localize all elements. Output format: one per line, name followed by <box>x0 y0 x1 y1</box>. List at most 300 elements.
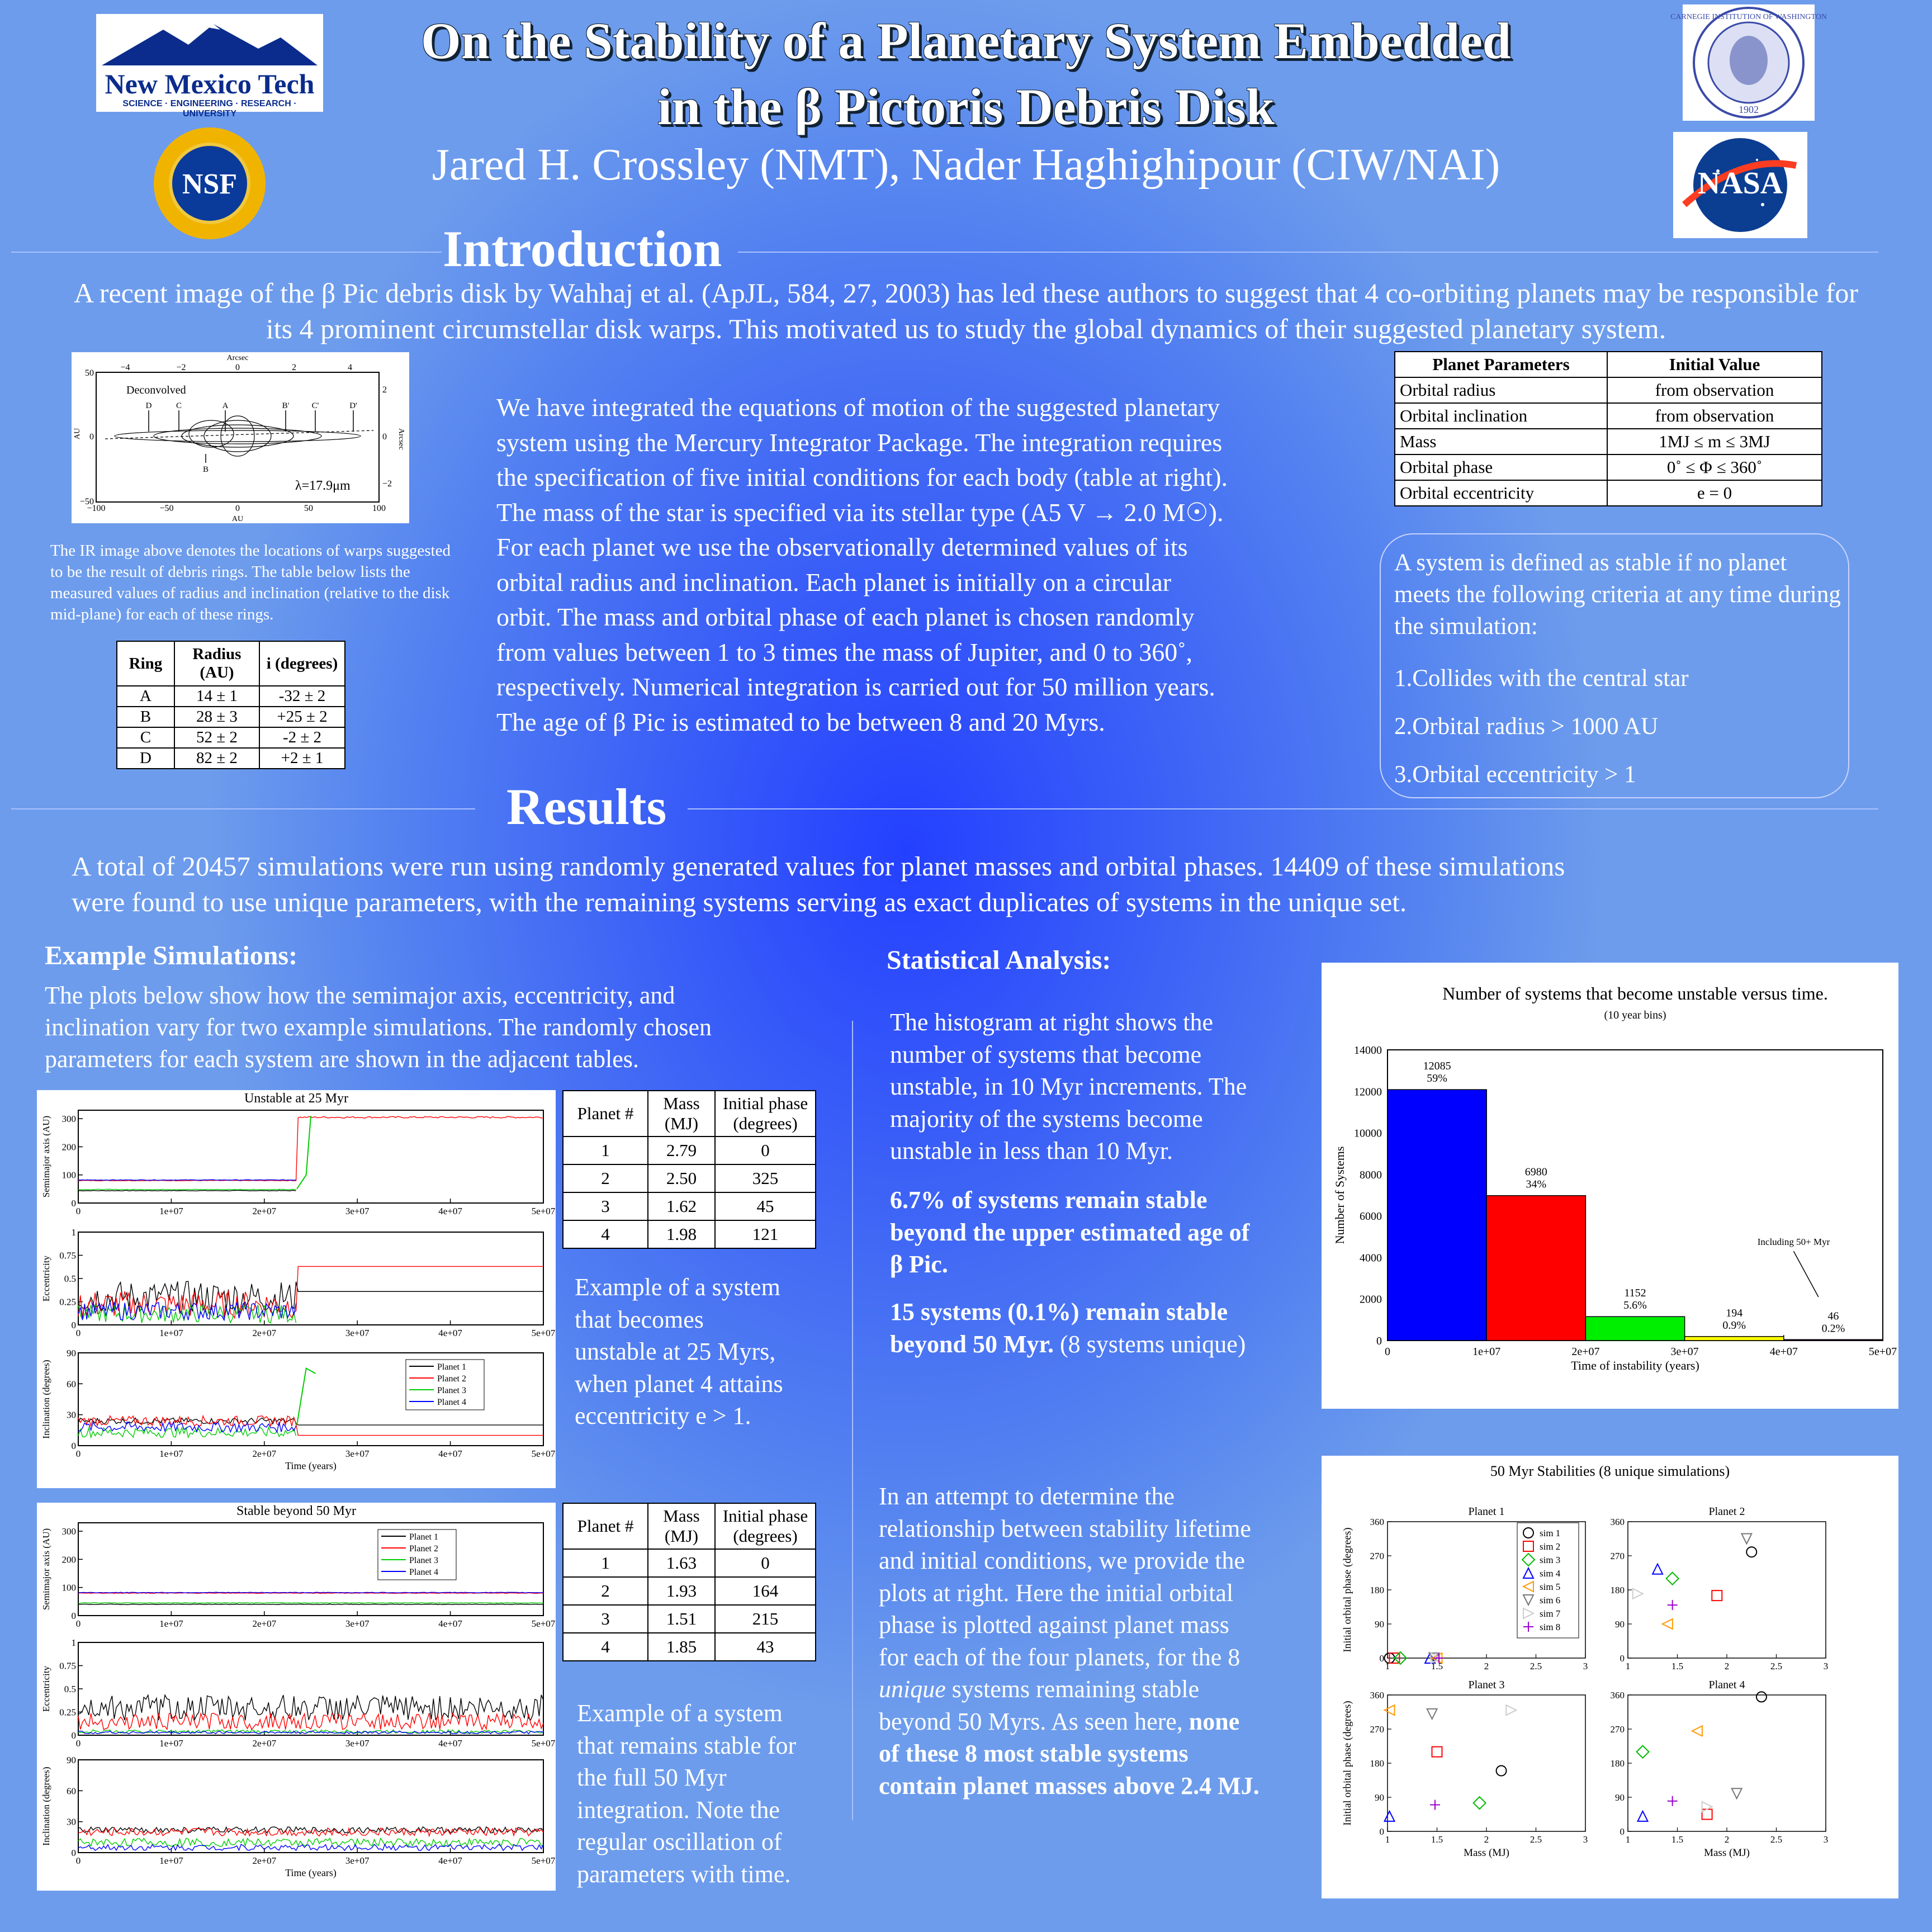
stat-unique-note: (8 systems unique) <box>1059 1330 1246 1358</box>
x-tick-label: 1e+07 <box>159 1855 183 1866</box>
series-line <box>78 1189 296 1190</box>
text-line: The histogram at right shows the <box>890 1008 1214 1036</box>
x-tick-label: 5e+07 <box>531 1328 556 1338</box>
table-cell: 45 <box>715 1192 816 1220</box>
results-heading: Results <box>506 778 667 835</box>
table-row <box>1395 403 1822 429</box>
x-axis-label: Time (years) <box>285 1867 337 1878</box>
y-axis-label: Number of Systems <box>1333 1146 1347 1244</box>
plot-frame <box>78 1642 543 1735</box>
table-cell: 82 ± 2 <box>174 748 259 769</box>
y-tick-label: 0.25 <box>59 1296 76 1308</box>
histogram-bar <box>1685 1337 1784 1341</box>
table-cell: 1.62 <box>648 1192 715 1220</box>
x-tick-label: 5e+07 <box>531 1206 556 1216</box>
table-row <box>563 1549 816 1577</box>
table-cell: Orbital radius <box>1395 377 1607 403</box>
table-cell: 2 <box>563 1577 648 1605</box>
table-cell: 3 <box>563 1605 648 1633</box>
x-tick-label: 0 <box>75 1448 81 1459</box>
legend-label: Planet 4 <box>437 1398 466 1407</box>
y-tick-label: 2000 <box>1360 1293 1382 1306</box>
table-cell: e = 0 <box>1607 480 1822 506</box>
ir-right-tick: 2 <box>382 385 387 395</box>
table-cell: D <box>117 748 174 769</box>
y-tick-label: 360 <box>1370 1690 1384 1701</box>
ir-x-tick: −100 <box>87 504 106 513</box>
table-header: Mass (MJ) <box>648 1091 715 1137</box>
ir-x-tick: 50 <box>304 504 313 513</box>
table-cell: +25 ± 2 <box>259 707 345 727</box>
y-axis-label: Initial orbital phase (degrees) <box>1342 1701 1353 1826</box>
ir-lambda-label: λ=17.9μm <box>295 479 351 493</box>
x-tick-label: 1.5 <box>1431 1834 1443 1845</box>
y-tick-label: 0 <box>1379 1826 1384 1837</box>
table-row <box>563 1605 816 1633</box>
plot-frame <box>78 1110 543 1203</box>
ir-warp-label: D <box>145 401 152 410</box>
text-line: inclination vary for two example simulations. The randomly chosen <box>45 1014 712 1041</box>
text-line: eccentricity e > 1. <box>575 1402 751 1429</box>
x-tick-label: 3e+07 <box>345 1206 370 1216</box>
table-cell: 2 <box>563 1164 648 1192</box>
y-tick-label: 60 <box>67 1786 76 1797</box>
table-cell: 1.98 <box>648 1220 715 1248</box>
stat-bold-2 <box>890 1296 1246 1360</box>
x-tick-label: 2.5 <box>1770 1834 1783 1845</box>
text-line: For each planet we use the observationally determined values of its <box>496 533 1188 561</box>
series-line <box>78 1190 296 1191</box>
poster-title <box>0 8 1932 140</box>
y-tick-label: 270 <box>1610 1724 1625 1735</box>
table-cell: 52 ± 2 <box>174 727 259 748</box>
x-tick-label: 3e+07 <box>345 1738 370 1749</box>
text-line: beyond 50 Myr. <box>890 1330 1054 1358</box>
unstable-params-table <box>562 1090 816 1249</box>
table-cell: A <box>117 686 174 707</box>
legend-label: sim 7 <box>1540 1608 1561 1619</box>
table-cell: 1MJ ≤ m ≤ 3MJ <box>1607 429 1822 454</box>
x-tick-label: 0 <box>75 1328 81 1338</box>
y-tick-label: 0.25 <box>59 1707 76 1718</box>
ir-deconvolved-label: Deconvolved <box>126 384 186 396</box>
title-line-2: in the β Pictoris Debris Disk <box>657 78 1275 135</box>
x-tick-label: 0 <box>75 1855 81 1866</box>
table-cell: 2.79 <box>648 1137 715 1164</box>
table-header-row <box>1395 352 1822 377</box>
relation-none: none <box>1188 1707 1240 1735</box>
table-cell: from observation <box>1607 403 1822 429</box>
ir-warp-label: D' <box>349 401 357 410</box>
plot-frame <box>78 1523 543 1616</box>
table-row <box>1395 480 1822 506</box>
table-cell: Orbital eccentricity <box>1395 480 1607 506</box>
text-line: We have integrated the equations of motion of the suggested planetary <box>496 393 1220 422</box>
x-axis-label: Time (years) <box>285 1460 337 1471</box>
y-tick-label: 180 <box>1370 1585 1384 1595</box>
ir-y-tick: 50 <box>85 368 94 378</box>
panel-title: Planet 4 <box>1708 1679 1745 1691</box>
poster-authors: Jared H. Crossley (NMT), Nader Haghighipour (CIW/NAI) <box>432 140 1500 190</box>
chart-title: Unstable at 25 Myr <box>244 1091 348 1106</box>
nsf-text: NSF <box>182 168 238 200</box>
x-tick-label: 2e+07 <box>1571 1346 1600 1358</box>
histogram-bar <box>1388 1090 1486 1341</box>
y-tick-label: 0 <box>1620 1826 1625 1837</box>
table-cell: 0 <box>715 1549 816 1577</box>
text-line: β Pic. <box>890 1251 948 1278</box>
y-tick-label: 60 <box>67 1379 76 1390</box>
legend-label: Planet 2 <box>437 1374 466 1384</box>
y-tick-label: 0 <box>71 1611 76 1621</box>
relation-unique: unique <box>879 1675 946 1703</box>
x-tick-label: 3 <box>1583 1834 1588 1845</box>
table-header: Initial phase (degrees) <box>715 1503 816 1549</box>
table-header: Planet # <box>563 1091 648 1137</box>
stability-scatter-grid <box>1322 1456 1898 1898</box>
text-line: unstable in less than 10 Myr. <box>890 1137 1173 1164</box>
bar-value-label: 1152 <box>1624 1287 1646 1300</box>
text-line: that becomes <box>575 1305 704 1333</box>
ir-top-axis: Arcsec <box>226 354 249 362</box>
y-tick-label: 180 <box>1370 1758 1384 1769</box>
y-tick-label: 270 <box>1610 1551 1625 1561</box>
x-tick-label: 4e+07 <box>438 1855 462 1866</box>
chart-subtitle: (10 year bins) <box>1604 1009 1666 1021</box>
table-header-row <box>563 1503 816 1549</box>
y-tick-label: 30 <box>67 1409 76 1420</box>
x-tick-label: 2.5 <box>1530 1661 1542 1671</box>
table-header-row <box>117 641 345 686</box>
x-axis-label: Mass (MJ) <box>1464 1847 1509 1859</box>
table-row <box>563 1164 816 1192</box>
table-cell: 1.85 <box>648 1633 715 1661</box>
y-tick-label: 360 <box>1370 1517 1384 1527</box>
intro-rule-left <box>11 252 442 253</box>
x-tick-label: 2.5 <box>1770 1661 1783 1671</box>
y-tick-label: 270 <box>1370 1551 1384 1561</box>
panel-title: Planet 2 <box>1708 1505 1745 1518</box>
table-cell: Mass <box>1395 429 1607 454</box>
text-line: beyond the upper estimated age of <box>890 1218 1250 1246</box>
x-tick-label: 3 <box>1823 1661 1829 1671</box>
chart-title: 50 Myr Stabilities (8 unique simulations) <box>1490 1463 1730 1479</box>
y-axis-label: Eccentricity <box>41 1255 51 1302</box>
y-tick-label: 0 <box>71 1441 76 1451</box>
x-axis-label: Time of instability (years) <box>1571 1358 1699 1372</box>
text-line: from values between 1 to 3 times the mass of Jupiter, and 0 to 360˚, <box>496 637 1193 666</box>
x-tick-label: 4e+07 <box>438 1328 462 1338</box>
text-line: integration. Note the <box>577 1796 780 1824</box>
x-tick-label: 5e+07 <box>531 1855 556 1866</box>
table-cell: 14 ± 1 <box>174 686 259 707</box>
bar-percent-label: 5.6% <box>1623 1299 1647 1312</box>
x-tick-label: 5e+07 <box>531 1448 556 1459</box>
x-tick-label: 1e+07 <box>159 1738 183 1749</box>
histogram-bar <box>1585 1317 1684 1341</box>
ir-x-tick: −50 <box>159 504 174 513</box>
text-line: and initial conditions, we provide the <box>879 1547 1245 1574</box>
text-line: the specification of five initial conditions for each body (table at right). <box>496 463 1228 491</box>
ciw-ring-text: CARNEGIE INSTITUTION OF WASHINGTON <box>1670 13 1827 21</box>
y-tick-label: 360 <box>1610 1517 1625 1527</box>
text-line: orbital radius and inclination. Each planet is initially on a circular <box>496 567 1172 596</box>
y-tick-label: 100 <box>61 1169 76 1181</box>
y-tick-label: 180 <box>1610 1758 1625 1769</box>
table-cell: Orbital phase <box>1395 454 1607 480</box>
x-tick-label: 1e+07 <box>1472 1346 1501 1358</box>
x-tick-label: 1 <box>1385 1661 1390 1671</box>
ring-table <box>116 641 345 769</box>
table-cell: 4 <box>563 1220 648 1248</box>
legend-label: sim 8 <box>1540 1622 1561 1632</box>
y-tick-label: 0 <box>71 1198 76 1209</box>
stat-heading: Statistical Analysis: <box>887 945 1111 975</box>
table-cell: 164 <box>715 1577 816 1605</box>
y-tick-label: 0 <box>71 1320 76 1330</box>
chart-title: Number of systems that become unstable versus time. <box>1442 983 1828 1003</box>
text-line: beyond 50 Myrs. As seen here, <box>879 1707 1183 1735</box>
ir-right-tick: −2 <box>382 479 392 489</box>
x-tick-label: 1.5 <box>1671 1661 1684 1671</box>
ir-left-axis: AU <box>73 428 82 439</box>
legend-label: Planet 1 <box>409 1532 438 1542</box>
scatter-panel <box>1322 1456 1898 1898</box>
x-tick-label: 2e+07 <box>252 1855 277 1866</box>
legend-box <box>1517 1523 1579 1638</box>
table-header: Initial Value <box>1607 352 1822 377</box>
text-line: systems remaining stable <box>945 1675 1200 1703</box>
ir-x-axis: AU <box>231 515 244 523</box>
x-tick-label: 4e+07 <box>438 1448 462 1459</box>
table-header: i (degrees) <box>259 641 345 686</box>
results-rule-right <box>688 808 1878 809</box>
y-axis-label: Semimajor axis (AU) <box>41 1528 51 1611</box>
x-tick-label: 2 <box>1724 1661 1730 1671</box>
bar-value-label: 6980 <box>1524 1166 1547 1178</box>
ir-x-tick: 100 <box>372 504 386 513</box>
x-tick-label: 0 <box>1385 1346 1390 1358</box>
text-line: A total of 20457 simulations were run using randomly generated values for planet masses and orbital phases. 14409 of these simulations <box>72 851 1565 882</box>
x-tick-label: 1.5 <box>1431 1661 1443 1671</box>
ir-warp-label: B' <box>282 401 290 410</box>
y-tick-label: 10000 <box>1354 1127 1382 1140</box>
table-cell: 215 <box>715 1605 816 1633</box>
example-text <box>45 979 712 1075</box>
ir-x-tick: 0 <box>235 504 240 513</box>
y-tick-label: 0 <box>71 1848 76 1858</box>
legend-label: sim 2 <box>1540 1541 1561 1552</box>
y-tick-label: 4000 <box>1360 1252 1382 1265</box>
criterion-2: 2.Orbital radius > 1000 AU <box>1394 713 1659 740</box>
ir-right-tick: 0 <box>382 432 387 442</box>
x-tick-label: 2e+07 <box>252 1618 277 1629</box>
text-line: 6.7% of systems remain stable <box>890 1186 1208 1214</box>
table-row <box>1395 377 1822 403</box>
text-line: Example of a system <box>575 1273 780 1301</box>
text-line: were found to use unique parameters, with the remaining systems serving as exact duplicates of systems in the unique set. <box>72 887 1407 917</box>
text-line: of these 8 most stable systems <box>879 1740 1188 1767</box>
ir-warp-label: A <box>222 401 229 410</box>
y-tick-label: 0 <box>1376 1335 1382 1347</box>
bar-percent-label: 0.2% <box>1821 1322 1845 1335</box>
y-tick-label: 90 <box>67 1348 76 1358</box>
x-tick-label: 1e+07 <box>159 1206 183 1216</box>
stat-bold-1 <box>890 1184 1249 1281</box>
table-cell: 3 <box>563 1192 648 1220</box>
table-header: Radius (AU) <box>174 641 259 686</box>
x-tick-label: 1 <box>1385 1834 1390 1845</box>
table-cell: B <box>117 707 174 727</box>
plot-frame <box>1388 1695 1585 1831</box>
bar-value-label: 12085 <box>1423 1060 1451 1073</box>
table-cell: 1.51 <box>648 1605 715 1633</box>
nmt-tagline: SCIENCE · ENGINEERING · RESEARCH · UNIVERSITY <box>122 99 297 119</box>
table-row <box>117 727 345 748</box>
bar-percent-label: 0.9% <box>1722 1319 1746 1332</box>
table-header: Initial phase (degrees) <box>715 1091 816 1137</box>
x-tick-label: 4e+07 <box>1769 1346 1798 1358</box>
x-tick-label: 3e+07 <box>345 1448 370 1459</box>
legend-label: Planet 4 <box>409 1568 438 1577</box>
legend-label: Planet 3 <box>409 1556 438 1565</box>
text-line: plots at right. Here the initial orbital <box>879 1579 1234 1607</box>
plot-frame <box>78 1760 543 1853</box>
y-tick-label: 0 <box>71 1730 76 1741</box>
text-line: number of systems that become <box>890 1040 1202 1068</box>
x-tick-label: 4e+07 <box>438 1738 462 1749</box>
text-line: In an attempt to determine the <box>879 1483 1175 1510</box>
criterion-1: 1.Collides with the central star <box>1394 665 1689 692</box>
table-cell: 4 <box>563 1633 648 1661</box>
text-line: unstable, in 10 Myr increments. The <box>890 1073 1247 1100</box>
legend-label: sim 5 <box>1540 1581 1561 1592</box>
ir-top-tick: −4 <box>120 363 130 372</box>
panel-title: Planet 1 <box>1468 1505 1505 1518</box>
text-line: regular oscillation of <box>577 1828 782 1855</box>
legend-label: sim 1 <box>1540 1528 1561 1538</box>
table-header-row <box>563 1091 816 1137</box>
table-cell: Orbital inclination <box>1395 403 1607 429</box>
y-tick-label: 0.5 <box>64 1684 76 1694</box>
table-row <box>1395 429 1822 454</box>
y-tick-label: 30 <box>67 1816 76 1827</box>
x-tick-label: 4e+07 <box>438 1618 462 1629</box>
legend-label: sim 6 <box>1540 1595 1561 1606</box>
stability-definition-box <box>1380 533 1849 798</box>
y-tick-label: 270 <box>1370 1724 1384 1735</box>
table-row <box>563 1220 816 1248</box>
x-tick-label: 1e+07 <box>159 1448 183 1459</box>
ir-top-tick: 2 <box>292 363 296 372</box>
nasa-text: NASA <box>1697 166 1783 201</box>
table-cell: -32 ± 2 <box>259 686 345 707</box>
intro-method-text <box>496 390 1335 740</box>
ir-y-tick: −50 <box>79 497 94 506</box>
y-axis-label: Inclination (degrees) <box>41 1767 51 1846</box>
table-row <box>117 686 345 707</box>
ir-top-tick: 0 <box>235 363 240 372</box>
histogram-annotation: Including 50+ Myr <box>1757 1237 1830 1248</box>
x-tick-label: 5e+07 <box>1868 1346 1897 1358</box>
y-tick-label: 0.5 <box>64 1273 76 1284</box>
x-tick-label: 2 <box>1484 1834 1489 1845</box>
ir-right-axis: Arcsec <box>397 428 405 450</box>
ciw-year: 1902 <box>1739 104 1759 115</box>
ir-warp-label: C <box>176 401 182 410</box>
text-line: Example of a system <box>577 1699 783 1727</box>
text-line: system using the Mercury Integrator Package. The integration requires <box>496 428 1223 457</box>
legend-label: Planet 2 <box>409 1544 438 1554</box>
planet-parameters-table <box>1394 351 1822 506</box>
y-tick-label: 12000 <box>1354 1086 1382 1098</box>
x-tick-label: 3e+07 <box>345 1618 370 1629</box>
table-cell: C <box>117 727 174 748</box>
histogram-bar <box>1486 1196 1585 1341</box>
table-cell: 121 <box>715 1220 816 1248</box>
table-cell: 43 <box>715 1633 816 1661</box>
y-tick-label: 200 <box>61 1142 76 1153</box>
legend-label: Planet 1 <box>437 1362 466 1372</box>
x-tick-label: 1e+07 <box>159 1618 183 1629</box>
bar-percent-label: 34% <box>1526 1178 1547 1191</box>
y-axis-label: Eccentricity <box>41 1665 51 1712</box>
y-tick-label: 8000 <box>1360 1168 1382 1181</box>
y-tick-label: 1 <box>71 1637 76 1648</box>
x-tick-label: 5e+07 <box>531 1618 556 1629</box>
table-cell: -2 ± 2 <box>259 727 345 748</box>
text-line: The plots below show how the semimajor axis, eccentricity, and <box>45 982 675 1009</box>
legend-label: Planet 3 <box>437 1386 466 1395</box>
x-tick-label: 3 <box>1583 1661 1588 1671</box>
y-tick-label: 90 <box>1375 1619 1384 1630</box>
nmt-name: New Mexico Tech <box>105 68 315 100</box>
x-axis-label: Mass (MJ) <box>1704 1847 1750 1859</box>
text-line: parameters for each system are shown in the adjacent tables. <box>45 1045 639 1073</box>
x-tick-label: 2 <box>1484 1661 1489 1671</box>
x-tick-label: 3e+07 <box>1670 1346 1699 1358</box>
table-header: Mass (MJ) <box>648 1503 715 1549</box>
y-tick-label: 90 <box>67 1755 76 1765</box>
ir-warp-label: C' <box>311 401 319 410</box>
stable-caption <box>577 1697 796 1890</box>
example-heading: Example Simulations: <box>45 941 298 970</box>
table-row <box>563 1633 816 1661</box>
unstable-caption <box>575 1271 783 1432</box>
x-tick-label: 2e+07 <box>252 1328 277 1338</box>
y-tick-label: 90 <box>1615 1792 1625 1803</box>
text-line: contain planet masses above 2.4 MJ. <box>879 1772 1259 1800</box>
x-tick-label: 3e+07 <box>345 1855 370 1866</box>
text-line: parameters with time. <box>577 1860 791 1888</box>
legend-label: sim 4 <box>1540 1568 1561 1579</box>
ir-top-tick: 4 <box>348 363 352 372</box>
ir-warp-label: B <box>202 465 209 474</box>
ir-image-panel <box>72 352 409 523</box>
text-line: that remains stable for <box>577 1731 797 1759</box>
title-line-1: On the Stability of a Planetary System Embedded <box>421 12 1511 69</box>
text-line: unstable at 25 Myrs, <box>575 1338 776 1365</box>
y-tick-label: 300 <box>61 1526 76 1537</box>
table-cell: 2.50 <box>648 1164 715 1192</box>
x-tick-label: 2e+07 <box>252 1206 277 1216</box>
results-rule-left <box>11 808 475 809</box>
text-line: The mass of the star is specified via its stellar type (A5 V → 2.0 M☉). <box>496 498 1224 527</box>
y-tick-label: 360 <box>1610 1690 1625 1701</box>
x-tick-label: 1 <box>1625 1834 1631 1845</box>
x-tick-label: 4e+07 <box>438 1206 462 1216</box>
x-tick-label: 5e+07 <box>531 1738 556 1749</box>
